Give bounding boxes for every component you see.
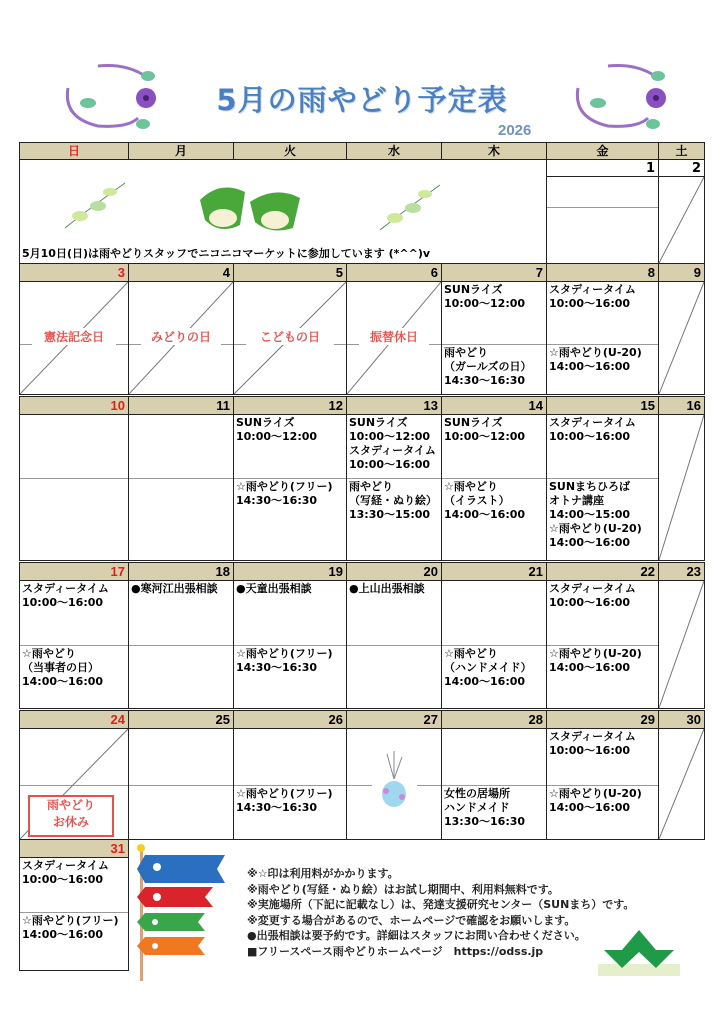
morning-event: SUNライズ 10:00～12:00 スタディータイム 10:00～16:00 [349, 416, 436, 471]
date-cell-9: 9 [658, 263, 705, 282]
day-cell-14 [441, 414, 547, 561]
day-cell-4 [128, 281, 234, 395]
diagonal-line [659, 729, 704, 839]
date-cell-26: 26 [233, 710, 347, 729]
day-cell-22 [546, 580, 659, 709]
day-cell-25 [128, 728, 234, 840]
logo-icon [598, 928, 680, 976]
morning-event: SUNライズ 10:00～12:00 [444, 416, 526, 443]
weekday-header: 月 [128, 142, 234, 160]
date-cell-20: 20 [346, 562, 442, 581]
day-cell-19 [233, 580, 347, 709]
leaf-branch-icon [60, 178, 130, 233]
day-cell-23 [658, 580, 705, 709]
day-cell-31 [19, 857, 129, 971]
date-cell-5: 5 [233, 263, 347, 282]
page-title: 5月の雨やどり予定表 [216, 83, 508, 117]
weekday-header: 日 [19, 142, 129, 160]
holiday-label: 振替休日 [359, 328, 429, 345]
year-label: 2026 [498, 122, 532, 139]
morning-event: ●上山出張相談 [349, 582, 425, 595]
afternoon-event: 雨やどり （ガールズの日） 14:30～16:30 [444, 346, 532, 387]
day-cell-28 [441, 728, 547, 840]
weekday-header: 木 [441, 142, 547, 160]
date-cell-10: 10 [19, 396, 129, 415]
weekday-header: 金 [546, 142, 659, 160]
weekday-header: 土 [658, 142, 705, 160]
date-cell-13: 13 [346, 396, 442, 415]
date-cell-15: 15 [546, 396, 659, 415]
koinobori-icon [133, 843, 228, 983]
date-cell-12: 12 [233, 396, 347, 415]
diagonal-line [659, 282, 704, 394]
date-cell-31: 31 [19, 839, 129, 858]
day-cell-24 [19, 728, 129, 840]
date-cell-16: 16 [658, 396, 705, 415]
morning-event: ●寒河江出張相談 [131, 582, 218, 595]
diagonal-line [659, 177, 704, 263]
day-cell-11 [128, 414, 234, 561]
morning-event: スタディータイム 10:00～16:00 [22, 859, 109, 886]
afternoon-event: SUNまちひろば オトナ講座 14:00～15:00 ☆雨やどり(U-20) 14:00～16:00 [549, 480, 642, 549]
closed-notice: 雨やどり お休み [28, 795, 114, 837]
date-cell-29: 29 [546, 710, 659, 729]
day-cell-2 [658, 176, 705, 264]
date-cell-25: 25 [128, 710, 234, 729]
afternoon-event: 雨やどり （写経・ぬり絵） 13:30～15:00 [349, 480, 437, 521]
notes [247, 866, 634, 959]
afternoon-event: ☆雨やどり （当事者の日） 14:00～16:00 [22, 647, 104, 688]
day-cell-1 [546, 176, 659, 264]
date-cell-11: 11 [128, 396, 234, 415]
day-cell-16 [658, 414, 705, 561]
note-reservation: ●出張相談は要予約です。詳細はスタッフにお問い合わせください。 [247, 929, 586, 942]
date-cell-1: 1 [546, 159, 659, 177]
day-cell-13 [346, 414, 442, 561]
date-cell-2: 2 [658, 159, 705, 177]
weekday-header: 火 [233, 142, 347, 160]
date-cell-28: 28 [441, 710, 547, 729]
date-cell-7: 7 [441, 263, 547, 282]
afternoon-event: ☆雨やどり （ハンドメイド） 14:00～16:00 [444, 647, 532, 688]
day-cell-17 [19, 580, 129, 709]
morning-event: SUNライズ 10:00～12:00 [236, 416, 318, 443]
day-cell-12 [233, 414, 347, 561]
week1-banner-cell [19, 159, 547, 264]
date-cell-6: 6 [346, 263, 442, 282]
flower-vase-icon [372, 749, 417, 809]
morning-event: スタディータイム 10:00～16:00 [549, 416, 636, 443]
holiday-label: こどもの日 [246, 328, 334, 345]
morning-event: スタディータイム 10:00～16:00 [549, 582, 636, 609]
note-changes: ※変更する場合があるので、ホームページで確認をお願いします。 [247, 913, 576, 927]
afternoon-event: ☆雨やどり(U-20) 14:00～16:00 [549, 787, 642, 814]
diagonal-line [659, 415, 704, 560]
day-cell-10 [19, 414, 129, 561]
date-cell-30: 30 [658, 710, 705, 729]
morning-event: スタディータイム 10:00～16:00 [549, 283, 636, 310]
morning-event: スタディータイム 10:00～16:00 [549, 730, 636, 757]
holiday-label: 憲法記念日 [32, 328, 116, 345]
date-cell-24: 24 [19, 710, 129, 729]
day-cell-8 [546, 281, 659, 395]
diagonal-line [659, 581, 704, 708]
morning-event: ●天童出張相談 [236, 582, 312, 595]
banner-text: 5月10日(日)は雨やどりスタッフでニコニコマーケットに参加しています (*^^)v [22, 247, 431, 260]
weekday-header: 水 [346, 142, 442, 160]
afternoon-event: ☆雨やどり(フリー) 14:00～16:00 [22, 914, 119, 941]
afternoon-event: ☆雨やどり(フリー) 14:30～16:30 [236, 647, 333, 674]
leaf-branch-icon [375, 180, 445, 235]
date-cell-3: 3 [19, 263, 129, 282]
note-venue: ※実施場所（下記に記載なし）は、発達支援研究センター（SUNまち）です。 [247, 898, 635, 911]
note-fee: ※☆印は利用料がかかります。 [247, 867, 399, 880]
afternoon-event: ☆雨やどり(フリー) 14:30～16:30 [236, 787, 333, 814]
day-cell-30 [658, 728, 705, 840]
morning-event: スタディータイム 10:00～16:00 [22, 582, 109, 609]
day-cell-26 [233, 728, 347, 840]
note-trial: ※雨やどり(写経・ぬり絵）はお試し期間中、利用料無料です。 [247, 882, 559, 896]
day-cell-5 [233, 281, 347, 395]
day-cell-7 [441, 281, 547, 395]
date-cell-8: 8 [546, 263, 659, 282]
date-cell-27: 27 [346, 710, 442, 729]
morning-event: SUNライズ 10:00～12:00 [444, 283, 526, 310]
date-cell-19: 19 [233, 562, 347, 581]
day-cell-27 [346, 728, 442, 840]
day-cell-21 [441, 580, 547, 709]
day-cell-6 [346, 281, 442, 395]
day-cell-29 [546, 728, 659, 840]
date-cell-18: 18 [128, 562, 234, 581]
date-cell-23: 23 [658, 562, 705, 581]
note-homepage: ■フリースペース雨やどりホームページ https://odss.jp [247, 944, 544, 958]
day-cell-15 [546, 414, 659, 561]
date-cell-22: 22 [546, 562, 659, 581]
date-cell-4: 4 [128, 263, 234, 282]
kashiwa-mochi-icon [195, 180, 305, 235]
date-cell-14: 14 [441, 396, 547, 415]
date-cell-17: 17 [19, 562, 129, 581]
holiday-label: みどりの日 [141, 328, 221, 345]
date-cell-21: 21 [441, 562, 547, 581]
day-cell-18 [128, 580, 234, 709]
day-cell-9 [658, 281, 705, 395]
day-cell-20 [346, 580, 442, 709]
day-cell-3 [19, 281, 129, 395]
calendar-grid [19, 142, 704, 971]
afternoon-event: ☆雨やどり(U-20) 14:00～16:00 [549, 647, 642, 674]
afternoon-event: ☆雨やどり （イラスト） 14:00～16:00 [444, 480, 526, 521]
afternoon-event: ☆雨やどり(フリー) 14:30～16:30 [236, 480, 333, 507]
afternoon-event: 女性の居場所 ハンドメイド 13:30～16:30 [444, 787, 526, 828]
afternoon-event: ☆雨やどり(U-20) 14:00～16:00 [549, 346, 642, 373]
